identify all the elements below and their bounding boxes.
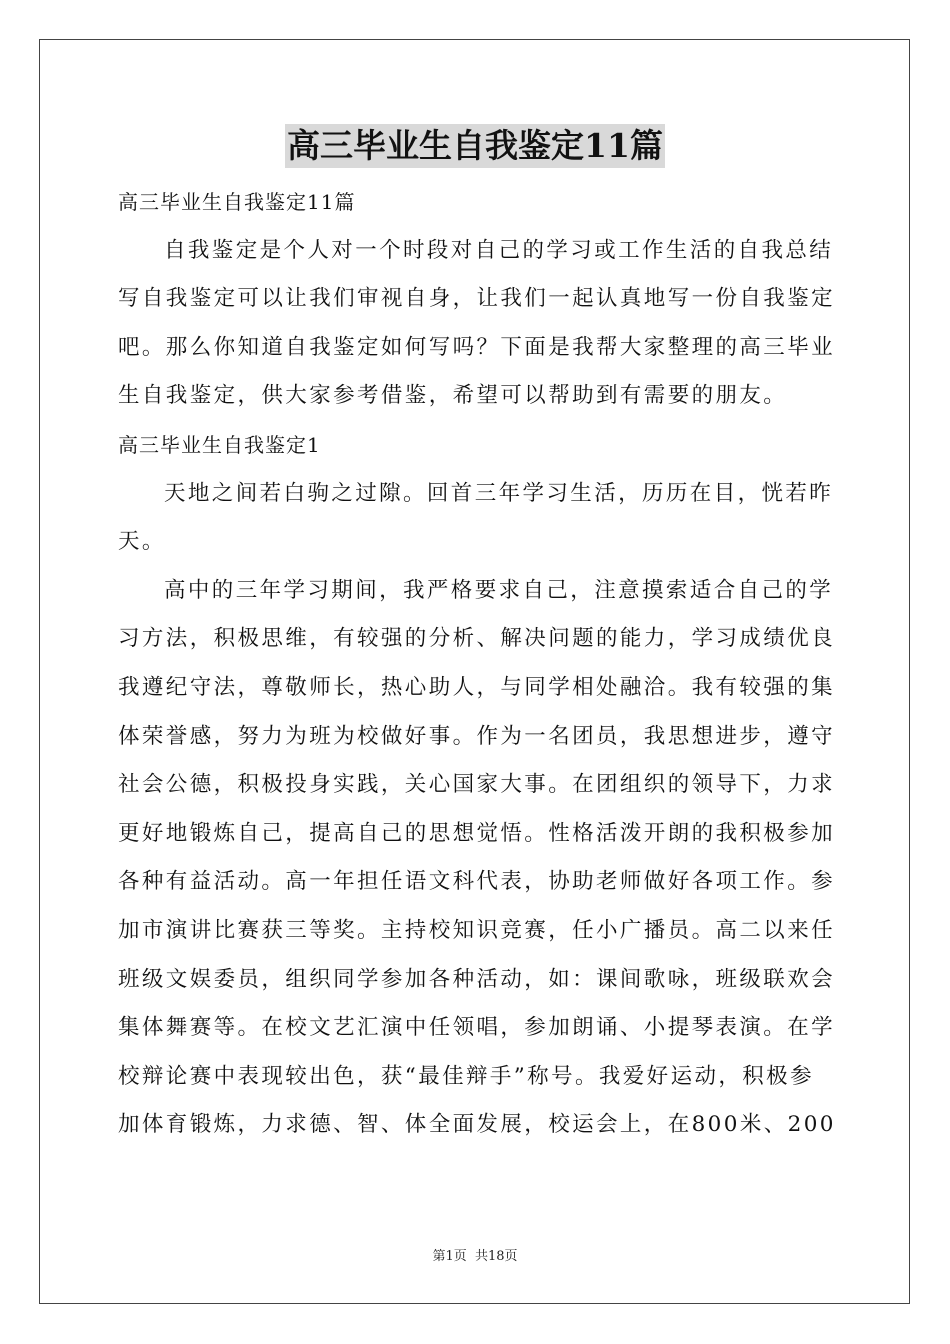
paragraph-line: 吧。那么你知道自我鉴定如何写吗？下面是我帮大家整理的高三毕业 bbox=[118, 334, 836, 360]
document-title: 高三毕业生自我鉴定11篇 bbox=[285, 124, 665, 168]
paragraph-line: 自我鉴定是个人对一个时段对自己的学习或工作生活的自我总结 bbox=[164, 237, 834, 263]
paragraph-2 bbox=[118, 567, 834, 1150]
intro-paragraph bbox=[118, 227, 834, 421]
paragraph-line: 校辩论赛中表现较出色，获“最佳辩手”称号。我爱好运动，积极参 bbox=[118, 1063, 814, 1089]
paragraph-line: 各种有益活动。高一年担任语文科代表，协助老师做好各项工作。参 bbox=[118, 869, 836, 895]
paragraph-line: 班级文娱委员，组织同学参加各种活动，如：课间歌咏，班级联欢会 bbox=[118, 966, 836, 992]
paragraph-line: 集体舞赛等。在校文艺汇演中任领唱，参加朗诵、小提琴表演。在学 bbox=[118, 1015, 836, 1041]
paragraph-line: 天地之间若白驹之过隙。回首三年学习生活，历历在目，恍若昨 bbox=[164, 480, 834, 506]
paragraph-line: 习方法，积极思维，有较强的分析、解决问题的能力，学习成绩优良 bbox=[118, 626, 836, 652]
document-subtitle: 高三毕业生自我鉴定11篇 bbox=[118, 190, 356, 214]
title-container bbox=[0, 124, 950, 168]
paragraph-line: 加体育锻炼，力求德、智、体全面发展，校运会上，在800米、200 bbox=[118, 1112, 836, 1138]
paragraph-1 bbox=[118, 470, 834, 567]
document-body bbox=[118, 178, 834, 1150]
paragraph-line: 生自我鉴定，供大家参考借鉴，希望可以帮助到有需要的朋友。 bbox=[118, 383, 788, 409]
paragraph-line: 我遵纪守法，尊敬师长，热心助人，与同学相处融洽。我有较强的集 bbox=[118, 674, 836, 700]
paragraph-line: 社会公德，积极投身实践，关心国家大事。在团组织的领导下，力求 bbox=[118, 772, 836, 798]
paragraph-line: 更好地锻炼自己，提高自己的思想觉悟。性格活泼开朗的我积极参加 bbox=[118, 820, 836, 846]
page-total: 共18页 bbox=[474, 1249, 518, 1264]
paragraph-line: 写自我鉴定可以让我们审视自身，让我们一起认真地写一份自我鉴定 bbox=[118, 286, 836, 312]
paragraph-line: 加市演讲比赛获三等奖。主持校知识竞赛，任小广播员。高二以来任 bbox=[118, 917, 836, 943]
section-heading: 高三毕业生自我鉴定1 bbox=[118, 432, 321, 457]
page-footer bbox=[0, 1248, 950, 1266]
page-number: 第1页 bbox=[432, 1249, 467, 1264]
paragraph-line: 天。 bbox=[118, 529, 166, 555]
paragraph-line: 体荣誉感，努力为班为校做好事。作为一名团员，我思想进步，遵守 bbox=[118, 723, 836, 749]
paragraph-line: 高中的三年学习期间，我严格要求自己，注意摸索适合自己的学 bbox=[164, 577, 834, 603]
